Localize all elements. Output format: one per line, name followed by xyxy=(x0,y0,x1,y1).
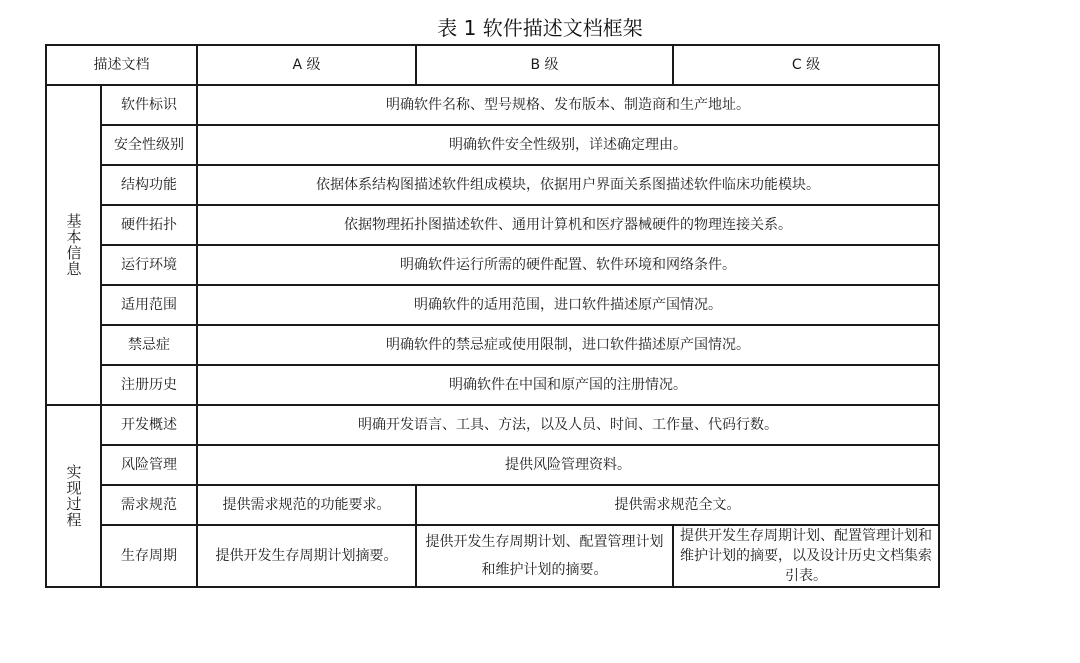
table-row xyxy=(46,205,939,245)
row-content: 依据体系结构图描述软件组成模块，依据用户界面关系图描述软件临床功能模块。 xyxy=(197,165,939,205)
header-doc: 描述文档 xyxy=(46,45,197,85)
table-row xyxy=(46,445,939,485)
row-label: 适用范围 xyxy=(101,285,197,325)
header-b: B 级 xyxy=(416,45,673,85)
row-content: 明确软件在中国和原产国的注册情况。 xyxy=(197,365,939,405)
row-label: 开发概述 xyxy=(101,405,197,445)
table-row xyxy=(46,485,939,525)
row-label: 硬件拓扑 xyxy=(101,205,197,245)
row-content: 明确软件的禁忌症或使用限制，进口软件描述原产国情况。 xyxy=(197,325,939,365)
row-label: 安全性级别 xyxy=(101,125,197,165)
requirements-bc: 提供需求规范全文。 xyxy=(416,485,939,525)
row-content: 明确软件运行所需的硬件配置、软件环境和网络条件。 xyxy=(197,245,939,285)
requirements-a: 提供需求规范的功能要求。 xyxy=(197,485,416,525)
header-c: C 级 xyxy=(673,45,939,85)
row-label: 结构功能 xyxy=(101,165,197,205)
lifecycle-b: 提供开发生存周期计划、配置管理计划和维护计划的摘要。 xyxy=(416,525,673,587)
row-label: 软件标识 xyxy=(101,85,197,125)
header-a: A 级 xyxy=(197,45,416,85)
row-label: 风险管理 xyxy=(101,445,197,485)
table-row xyxy=(46,85,939,125)
row-label: 生存周期 xyxy=(101,525,197,587)
row-content: 提供风险管理资料。 xyxy=(197,445,939,485)
table-row xyxy=(46,165,939,205)
group-basic-info xyxy=(46,85,101,405)
software-description-table xyxy=(45,44,940,588)
group-basic-label: 基本信息 xyxy=(64,213,83,277)
group-process xyxy=(46,405,101,587)
row-content: 明确开发语言、工具、方法，以及人员、时间、工作量、代码行数。 xyxy=(197,405,939,445)
table-row xyxy=(46,525,939,587)
row-label: 运行环境 xyxy=(101,245,197,285)
lifecycle-a: 提供开发生存周期计划摘要。 xyxy=(197,525,416,587)
row-label: 需求规范 xyxy=(101,485,197,525)
row-content: 明确软件的适用范围，进口软件描述原产国情况。 xyxy=(197,285,939,325)
header-row xyxy=(46,45,939,85)
row-label: 注册历史 xyxy=(101,365,197,405)
table-row xyxy=(46,285,939,325)
table-row xyxy=(46,405,939,445)
table-row xyxy=(46,365,939,405)
table-row xyxy=(46,245,939,285)
lifecycle-c: 提供开发生存周期计划、配置管理计划和维护计划的摘要，以及设计历史文档集索引表。 xyxy=(673,525,939,587)
row-content: 明确软件名称、型号规格、发布版本、制造商和生产地址。 xyxy=(197,85,939,125)
row-label: 禁忌症 xyxy=(101,325,197,365)
row-content: 明确软件安全性级别，详述确定理由。 xyxy=(197,125,939,165)
row-content: 依据物理拓扑图描述软件、通用计算机和医疗器械硬件的物理连接关系。 xyxy=(197,205,939,245)
table-row xyxy=(46,125,939,165)
group-process-label: 实现过程 xyxy=(64,464,83,528)
table-title: 表 1 软件描述文档框架 xyxy=(437,16,643,40)
table-row xyxy=(46,325,939,365)
